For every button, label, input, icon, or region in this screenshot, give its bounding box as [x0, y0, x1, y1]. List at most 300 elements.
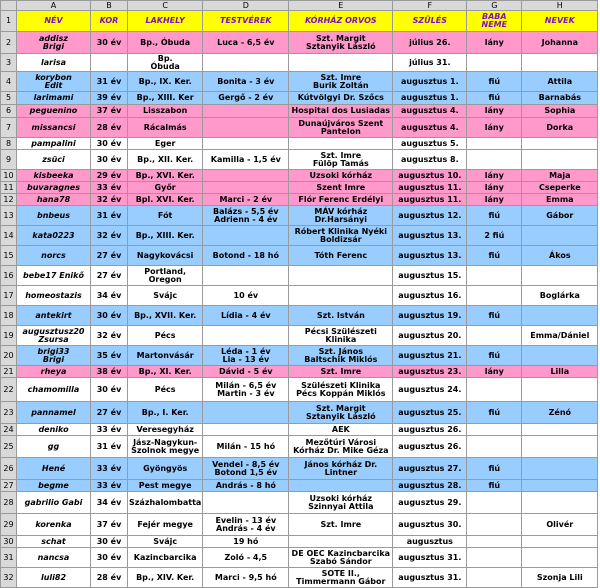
table-cell-c[interactable]: Százhalombatta [128, 492, 203, 514]
row-header[interactable]: 31 [1, 548, 17, 568]
table-cell-b[interactable]: 37 év [91, 105, 128, 118]
table-cell-h[interactable]: Emma/Dániel [522, 326, 598, 346]
table-cell-h[interactable] [522, 458, 598, 480]
table-cell-d[interactable]: 10 év [203, 286, 289, 306]
table-cell-g[interactable]: fiú [467, 206, 522, 226]
table-cell-g[interactable]: fiú [467, 480, 522, 492]
table-cell-e[interactable]: Mezőtúri Városi Kórház Dr. Mike Géza [289, 436, 393, 458]
table-cell-d[interactable]: Marci - 9,5 hó [203, 568, 289, 588]
table-cell-f[interactable]: augusztus 20. [393, 326, 467, 346]
row-header[interactable]: 30 [1, 536, 17, 548]
table-cell-h[interactable]: Lilla [522, 366, 598, 378]
table-cell-h[interactable]: Ákos [522, 246, 598, 266]
table-cell-b[interactable]: 30 év [91, 548, 128, 568]
table-cell-a[interactable]: korenka [17, 514, 91, 536]
table-cell-h[interactable] [522, 548, 598, 568]
table-cell-d[interactable] [203, 424, 289, 436]
table-cell-e[interactable]: MÁV kórház Dr.Harsányi [289, 206, 393, 226]
table-cell-d[interactable] [203, 402, 289, 424]
row-header[interactable]: 10 [1, 170, 17, 182]
table-cell-b[interactable]: 30 év [91, 32, 128, 54]
table-cell-g[interactable] [467, 424, 522, 436]
table-cell-f[interactable]: július 31. [393, 54, 467, 72]
table-cell-d[interactable]: András - 8 hó [203, 480, 289, 492]
table-cell-e[interactable]: Szt. István [289, 306, 393, 326]
header-cell[interactable]: SZÜLÉS [393, 11, 467, 32]
header-cell[interactable]: BABA NEME [467, 11, 522, 32]
table-cell-d[interactable] [203, 182, 289, 194]
table-cell-b[interactable]: 27 év [91, 402, 128, 424]
table-cell-e[interactable]: Hospital dos Lusiadas [289, 105, 393, 118]
table-cell-e[interactable] [289, 54, 393, 72]
table-cell-e[interactable]: Pécsi Szülészeti Klinika [289, 326, 393, 346]
table-cell-c[interactable]: Bp., IX. Ker. [128, 72, 203, 92]
table-cell-c[interactable]: Bp. Óbuda [128, 54, 203, 72]
column-header-d[interactable]: D [203, 1, 289, 11]
table-cell-g[interactable]: fiú [467, 72, 522, 92]
table-cell-g[interactable]: fiú [467, 246, 522, 266]
table-cell-f[interactable]: augusztus 27. [393, 458, 467, 480]
table-cell-e[interactable]: Szt. Imre Fülöp Tamás [289, 150, 393, 170]
table-cell-d[interactable] [203, 118, 289, 138]
table-cell-f[interactable]: augusztus 25. [393, 402, 467, 424]
table-cell-b[interactable]: 34 év [91, 492, 128, 514]
table-cell-f[interactable]: augusztus 15. [393, 266, 467, 286]
table-cell-a[interactable]: antekirt [17, 306, 91, 326]
table-cell-f[interactable]: július 26. [393, 32, 467, 54]
table-cell-h[interactable] [522, 138, 598, 150]
table-cell-b[interactable]: 30 év [91, 306, 128, 326]
table-cell-g[interactable] [467, 568, 522, 588]
table-cell-a[interactable]: homeostazis [17, 286, 91, 306]
table-cell-g[interactable]: lány [467, 194, 522, 206]
table-cell-b[interactable]: 27 év [91, 266, 128, 286]
table-cell-c[interactable]: Svájc [128, 286, 203, 306]
table-cell-e[interactable]: SOTE II., Timmermann Gábor [289, 568, 393, 588]
table-cell-g[interactable]: lány [467, 105, 522, 118]
table-cell-g[interactable] [467, 54, 522, 72]
table-cell-a[interactable]: gabrilio Gabi [17, 492, 91, 514]
table-cell-d[interactable]: Lídia - 4 év [203, 306, 289, 326]
table-cell-h[interactable]: Emma [522, 194, 598, 206]
table-cell-b[interactable]: 29 év [91, 170, 128, 182]
table-cell-c[interactable]: Nagykovácsi [128, 246, 203, 266]
table-cell-d[interactable]: Kamilla - 1,5 év [203, 150, 289, 170]
table-cell-g[interactable]: fiú [467, 458, 522, 480]
table-cell-a[interactable]: addisz Brigi [17, 32, 91, 54]
table-cell-d[interactable]: Milán - 6,5 év Martin - 3 év [203, 378, 289, 402]
table-cell-e[interactable]: Szt. Margit Sztanyik László [289, 402, 393, 424]
table-cell-h[interactable] [522, 54, 598, 72]
row-header[interactable]: 5 [1, 92, 17, 105]
table-cell-c[interactable]: Bp., XVII. Ker. [128, 306, 203, 326]
table-cell-a[interactable]: hana78 [17, 194, 91, 206]
table-cell-c[interactable]: Bp., XVI. Ker. [128, 170, 203, 182]
table-cell-h[interactable]: Maja [522, 170, 598, 182]
column-header-a[interactable]: A [17, 1, 91, 11]
table-cell-c[interactable]: Fejér megye [128, 514, 203, 536]
row-header[interactable]: 9 [1, 150, 17, 170]
table-cell-a[interactable]: brigi33 Brigi [17, 346, 91, 366]
row-header[interactable]: 32 [1, 568, 17, 588]
table-cell-e[interactable]: János kórház Dr. Lintner [289, 458, 393, 480]
table-cell-b[interactable]: 32 év [91, 226, 128, 246]
table-cell-a[interactable]: bnbeus [17, 206, 91, 226]
table-cell-d[interactable] [203, 54, 289, 72]
table-cell-c[interactable]: Fót [128, 206, 203, 226]
table-cell-e[interactable] [289, 138, 393, 150]
table-cell-g[interactable]: lány [467, 366, 522, 378]
table-cell-c[interactable]: Martonvásár [128, 346, 203, 366]
row-header[interactable]: 14 [1, 226, 17, 246]
table-cell-c[interactable]: Bp., XII. Ker. [128, 150, 203, 170]
row-header[interactable]: 3 [1, 54, 17, 72]
table-cell-f[interactable]: augusztus 30. [393, 514, 467, 536]
row-header[interactable]: 2 [1, 32, 17, 54]
table-row [1, 480, 598, 492]
header-cell[interactable]: KOR [91, 11, 128, 32]
table-cell-a[interactable]: deniko [17, 424, 91, 436]
column-header-b[interactable]: B [91, 1, 128, 11]
table-cell-e[interactable]: Dunaújváros Szent Pantelon [289, 118, 393, 138]
row-header[interactable]: 8 [1, 138, 17, 150]
table-cell-a[interactable]: norcs [17, 246, 91, 266]
table-cell-b[interactable]: 37 év [91, 514, 128, 536]
table-cell-e[interactable] [289, 480, 393, 492]
table-cell-b[interactable]: 30 év [91, 138, 128, 150]
table-cell-b[interactable]: 28 év [91, 118, 128, 138]
table-cell-g[interactable]: fiú [467, 402, 522, 424]
table-cell-a[interactable]: bebe17 Enikő [17, 266, 91, 286]
header-cell[interactable]: LAKHELY [128, 11, 203, 32]
table-cell-f[interactable]: augusztus 5. [393, 138, 467, 150]
table-cell-e[interactable] [289, 286, 393, 306]
table-cell-a[interactable]: pampalini [17, 138, 91, 150]
table-cell-h[interactable] [522, 436, 598, 458]
table-cell-b[interactable]: 30 év [91, 378, 128, 402]
table-cell-c[interactable]: Bp., XIV. Ker. [128, 568, 203, 588]
table-cell-d[interactable] [203, 326, 289, 346]
row-header[interactable]: 17 [1, 286, 17, 306]
table-cell-h[interactable] [522, 346, 598, 366]
table-cell-h[interactable]: Sophia [522, 105, 598, 118]
table-cell-d[interactable] [203, 170, 289, 182]
table-cell-f[interactable]: augusztus 11. [393, 194, 467, 206]
table-cell-a[interactable]: nancsa [17, 548, 91, 568]
row-header[interactable]: 18 [1, 306, 17, 326]
table-cell-b[interactable]: 31 év [91, 206, 128, 226]
table-cell-f[interactable]: augusztus 28. [393, 480, 467, 492]
table-cell-f[interactable]: augusztus 13. [393, 226, 467, 246]
table-cell-a[interactable]: luli82 [17, 568, 91, 588]
table-cell-c[interactable]: Bp., XI. Ker. [128, 366, 203, 378]
table-cell-a[interactable]: pannamel [17, 402, 91, 424]
table-cell-b[interactable]: 32 év [91, 194, 128, 206]
table-cell-d[interactable]: Luca - 6,5 év [203, 32, 289, 54]
table-cell-d[interactable]: Milán - 15 hó [203, 436, 289, 458]
table-cell-g[interactable]: lány [467, 118, 522, 138]
row-header[interactable]: 25 [1, 436, 17, 458]
table-cell-e[interactable]: Kútvölgyi Dr. Szőcs [289, 92, 393, 105]
table-cell-h[interactable] [522, 424, 598, 436]
table-cell-a[interactable]: Hené [17, 458, 91, 480]
row-header[interactable]: 19 [1, 326, 17, 346]
table-cell-f[interactable]: augusztus 1. [393, 92, 467, 105]
table-cell-c[interactable]: Eger [128, 138, 203, 150]
table-row [1, 548, 598, 568]
header-cell[interactable]: KÓRHÁZ ORVOS [289, 11, 393, 32]
row-header[interactable]: 29 [1, 514, 17, 536]
table-cell-g[interactable] [467, 436, 522, 458]
column-header-f[interactable]: F [393, 1, 467, 11]
table-cell-a[interactable]: kata0223 [17, 226, 91, 246]
table-cell-h[interactable] [522, 226, 598, 246]
table-cell-g[interactable] [467, 378, 522, 402]
table-cell-c[interactable]: Pécs [128, 378, 203, 402]
table-cell-d[interactable] [203, 226, 289, 246]
table-cell-e[interactable]: Tóth Ferenc [289, 246, 393, 266]
table-cell-a[interactable]: buvaragnes [17, 182, 91, 194]
table-cell-f[interactable]: augusztus 31. [393, 568, 467, 588]
table-cell-b[interactable]: 33 év [91, 424, 128, 436]
table-cell-b[interactable]: 33 év [91, 458, 128, 480]
table-cell-f[interactable]: augusztus 8. [393, 150, 467, 170]
header-cell[interactable]: TESTVÉREK [203, 11, 289, 32]
table-cell-a[interactable]: schat [17, 536, 91, 548]
row-header[interactable]: 26 [1, 458, 17, 480]
select-all-corner[interactable] [1, 1, 17, 11]
table-cell-h[interactable] [522, 492, 598, 514]
table-cell-c[interactable]: Pest megye [128, 480, 203, 492]
table-cell-d[interactable]: Gergő - 2 év [203, 92, 289, 105]
table-cell-b[interactable]: 33 év [91, 182, 128, 194]
table-cell-b[interactable]: 32 év [91, 326, 128, 346]
table-cell-c[interactable]: Bp., XIII. Ker [128, 92, 203, 105]
table-cell-d[interactable]: Léda - 1 év Lia - 13 év [203, 346, 289, 366]
table-cell-c[interactable]: Svájc [128, 536, 203, 548]
table-cell-f[interactable]: augusztus 29. [393, 492, 467, 514]
table-cell-c[interactable]: Lisszabon [128, 105, 203, 118]
table-cell-c[interactable]: Gyöngyös [128, 458, 203, 480]
table-cell-d[interactable]: Evelin - 13 év András - 4 év [203, 514, 289, 536]
column-header-h[interactable]: H [522, 1, 598, 11]
row-header[interactable]: 15 [1, 246, 17, 266]
table-cell-c[interactable]: Portland, Oregon [128, 266, 203, 286]
table-cell-b[interactable]: 27 év [91, 246, 128, 266]
table-cell-h[interactable]: Johanna [522, 32, 598, 54]
table-cell-g[interactable] [467, 138, 522, 150]
table-cell-d[interactable]: 19 hó [203, 536, 289, 548]
table-cell-f[interactable]: augusztus 4. [393, 118, 467, 138]
table-cell-g[interactable] [467, 536, 522, 548]
table-cell-a[interactable]: rheya [17, 366, 91, 378]
table-cell-g[interactable]: fiú [467, 92, 522, 105]
table-cell-h[interactable]: Cseperke [522, 182, 598, 194]
column-header-e[interactable]: E [289, 1, 393, 11]
table-cell-g[interactable] [467, 266, 522, 286]
table-cell-b[interactable] [91, 54, 128, 72]
table-cell-a[interactable]: kisbeeka [17, 170, 91, 182]
table-cell-a[interactable]: missancsi [17, 118, 91, 138]
table-cell-f[interactable]: augusztus 4. [393, 105, 467, 118]
table-cell-e[interactable]: Szt. Imre Burik Zoltán [289, 72, 393, 92]
table-cell-f[interactable]: augusztus 19. [393, 306, 467, 326]
table-cell-h[interactable]: Dorka [522, 118, 598, 138]
row-header[interactable]: 23 [1, 402, 17, 424]
table-cell-g[interactable]: lány [467, 32, 522, 54]
header-cell[interactable]: NÉV [17, 11, 91, 32]
table-cell-f[interactable]: augusztus 1. [393, 72, 467, 92]
table-cell-h[interactable]: Zénó [522, 402, 598, 424]
table-cell-h[interactable]: Szonja Lili [522, 568, 598, 588]
row-header[interactable]: 13 [1, 206, 17, 226]
table-cell-b[interactable]: 31 év [91, 72, 128, 92]
table-cell-h[interactable]: Olivér [522, 514, 598, 536]
table-cell-d[interactable] [203, 266, 289, 286]
table-cell-e[interactable]: Szt. Imre [289, 514, 393, 536]
header-cell[interactable]: NEVEK [522, 11, 598, 32]
table-cell-d[interactable]: Dávid - 5 év [203, 366, 289, 378]
table-cell-h[interactable]: Attila [522, 72, 598, 92]
table-cell-a[interactable]: begme [17, 480, 91, 492]
table-cell-b[interactable]: 30 év [91, 536, 128, 548]
table-cell-c[interactable]: Bp., Óbuda [128, 32, 203, 54]
table-cell-a[interactable]: peguenino [17, 105, 91, 118]
table-cell-f[interactable]: augusztus 24. [393, 378, 467, 402]
table-cell-e[interactable]: Szülészeti Klinika Pécs Koppán Miklós [289, 378, 393, 402]
table-cell-c[interactable]: Rácalmás [128, 118, 203, 138]
table-cell-a[interactable]: augusztusz20 Zsursa [17, 326, 91, 346]
table-cell-h[interactable] [522, 266, 598, 286]
table-cell-h[interactable]: Barnabás [522, 92, 598, 105]
table-cell-d[interactable]: Vendel - 8,5 év Botond 1,5 év [203, 458, 289, 480]
table-cell-e[interactable] [289, 536, 393, 548]
table-cell-b[interactable]: 39 év [91, 92, 128, 105]
table-cell-d[interactable] [203, 492, 289, 514]
table-cell-b[interactable]: 33 év [91, 480, 128, 492]
table-cell-c[interactable]: Bpl. XVI. Ker. [128, 194, 203, 206]
table-cell-a[interactable]: korybon Edit [17, 72, 91, 92]
table-cell-c[interactable]: Jász-Nagykun- Szolnok megye [128, 436, 203, 458]
table-cell-e[interactable]: Szt. Imre [289, 366, 393, 378]
table-cell-b[interactable]: 30 év [91, 150, 128, 170]
table-cell-f[interactable]: augusztus 31. [393, 548, 467, 568]
table-cell-e[interactable]: Szt. János Baltschik Miklós [289, 346, 393, 366]
table-cell-d[interactable]: Balázs - 5,5 év Adrienn - 4 év [203, 206, 289, 226]
table-cell-e[interactable]: Szt. Margit Sztanyik László [289, 32, 393, 54]
table-cell-g[interactable]: 2 fiú [467, 226, 522, 246]
table-cell-g[interactable] [467, 492, 522, 514]
table-cell-d[interactable]: Marci - 2 év [203, 194, 289, 206]
column-header-g[interactable]: G [467, 1, 522, 11]
table-cell-e[interactable]: Flór Ferenc Erdélyi [289, 194, 393, 206]
table-cell-d[interactable] [203, 105, 289, 118]
row-header[interactable]: 11 [1, 182, 17, 194]
table-row [1, 402, 598, 424]
table-cell-b[interactable]: 28 év [91, 568, 128, 588]
row-header[interactable]: 28 [1, 492, 17, 514]
row-header[interactable]: 21 [1, 366, 17, 378]
table-cell-h[interactable]: Boglárka [522, 286, 598, 306]
table-cell-d[interactable]: Zoló - 4,5 [203, 548, 289, 568]
table-cell-h[interactable] [522, 480, 598, 492]
table-cell-h[interactable] [522, 150, 598, 170]
table-cell-f[interactable]: augusztus 10. [393, 170, 467, 182]
row-header[interactable]: 6 [1, 105, 17, 118]
table-cell-e[interactable]: DE OEC Kazincbarcika Szabó Sándor [289, 548, 393, 568]
table-cell-f[interactable]: augusztus 23. [393, 366, 467, 378]
table-cell-b[interactable]: 35 év [91, 346, 128, 366]
table-cell-g[interactable]: fiú [467, 306, 522, 326]
table-cell-c[interactable]: Bp., XIII. Ker. [128, 226, 203, 246]
table-cell-c[interactable]: Győr [128, 182, 203, 194]
table-cell-h[interactable] [522, 306, 598, 326]
table-cell-f[interactable]: augusztus 26. [393, 424, 467, 436]
table-cell-g[interactable] [467, 548, 522, 568]
table-cell-e[interactable]: Uzsoki kórház [289, 170, 393, 182]
table-cell-d[interactable]: Bonita - 3 év [203, 72, 289, 92]
row-header[interactable]: 27 [1, 480, 17, 492]
table-cell-a[interactable]: gg [17, 436, 91, 458]
table-cell-d[interactable] [203, 138, 289, 150]
table-cell-e[interactable]: Uzsoki kórház Szinnyai Attila [289, 492, 393, 514]
table-cell-h[interactable] [522, 378, 598, 402]
table-cell-f[interactable]: augusztus 13. [393, 246, 467, 266]
table-cell-f[interactable]: augusztus 12. [393, 206, 467, 226]
column-header-c[interactable]: C [128, 1, 203, 11]
row-header[interactable]: 7 [1, 118, 17, 138]
row-header[interactable]: 22 [1, 378, 17, 402]
table-cell-g[interactable] [467, 326, 522, 346]
row-header[interactable]: 12 [1, 194, 17, 206]
table-cell-b[interactable]: 31 év [91, 436, 128, 458]
table-cell-h[interactable] [522, 536, 598, 548]
row-header[interactable]: 1 [1, 11, 17, 32]
table-cell-f[interactable]: augusztus 16. [393, 286, 467, 306]
row-header[interactable]: 20 [1, 346, 17, 366]
table-cell-b[interactable]: 34 év [91, 286, 128, 306]
table-cell-g[interactable] [467, 286, 522, 306]
table-cell-h[interactable]: Gábor [522, 206, 598, 226]
table-cell-f[interactable]: augusztus 21. [393, 346, 467, 366]
table-cell-f[interactable]: augusztus [393, 536, 467, 548]
table-cell-a[interactable]: larimami [17, 92, 91, 105]
table-cell-e[interactable]: Szent Imre [289, 182, 393, 194]
table-cell-f[interactable]: augusztus 26. [393, 436, 467, 458]
table-cell-a[interactable]: chamomilla [17, 378, 91, 402]
table-cell-g[interactable] [467, 514, 522, 536]
row-header[interactable]: 4 [1, 72, 17, 92]
table-cell-e[interactable]: AEK [289, 424, 393, 436]
table-cell-f[interactable]: augusztus 11. [393, 182, 467, 194]
table-cell-c[interactable]: Kazincbarcika [128, 548, 203, 568]
table-cell-e[interactable]: Róbert Klinika Nyéki Boldizsár [289, 226, 393, 246]
table-cell-a[interactable]: larisa [17, 54, 91, 72]
table-cell-c[interactable]: Pécs [128, 326, 203, 346]
table-cell-a[interactable]: zsüci [17, 150, 91, 170]
table-cell-d[interactable]: Botond - 18 hó [203, 246, 289, 266]
table-cell-b[interactable]: 38 év [91, 366, 128, 378]
table-cell-e[interactable] [289, 266, 393, 286]
row-header[interactable]: 24 [1, 424, 17, 436]
table-cell-c[interactable]: Bp., I. Ker. [128, 402, 203, 424]
table-cell-g[interactable]: lány [467, 170, 522, 182]
table-cell-c[interactable]: Veresegyház [128, 424, 203, 436]
table-cell-g[interactable] [467, 150, 522, 170]
table-cell-g[interactable]: fiú [467, 346, 522, 366]
table-cell-g[interactable]: lány [467, 182, 522, 194]
row-header[interactable]: 16 [1, 266, 17, 286]
